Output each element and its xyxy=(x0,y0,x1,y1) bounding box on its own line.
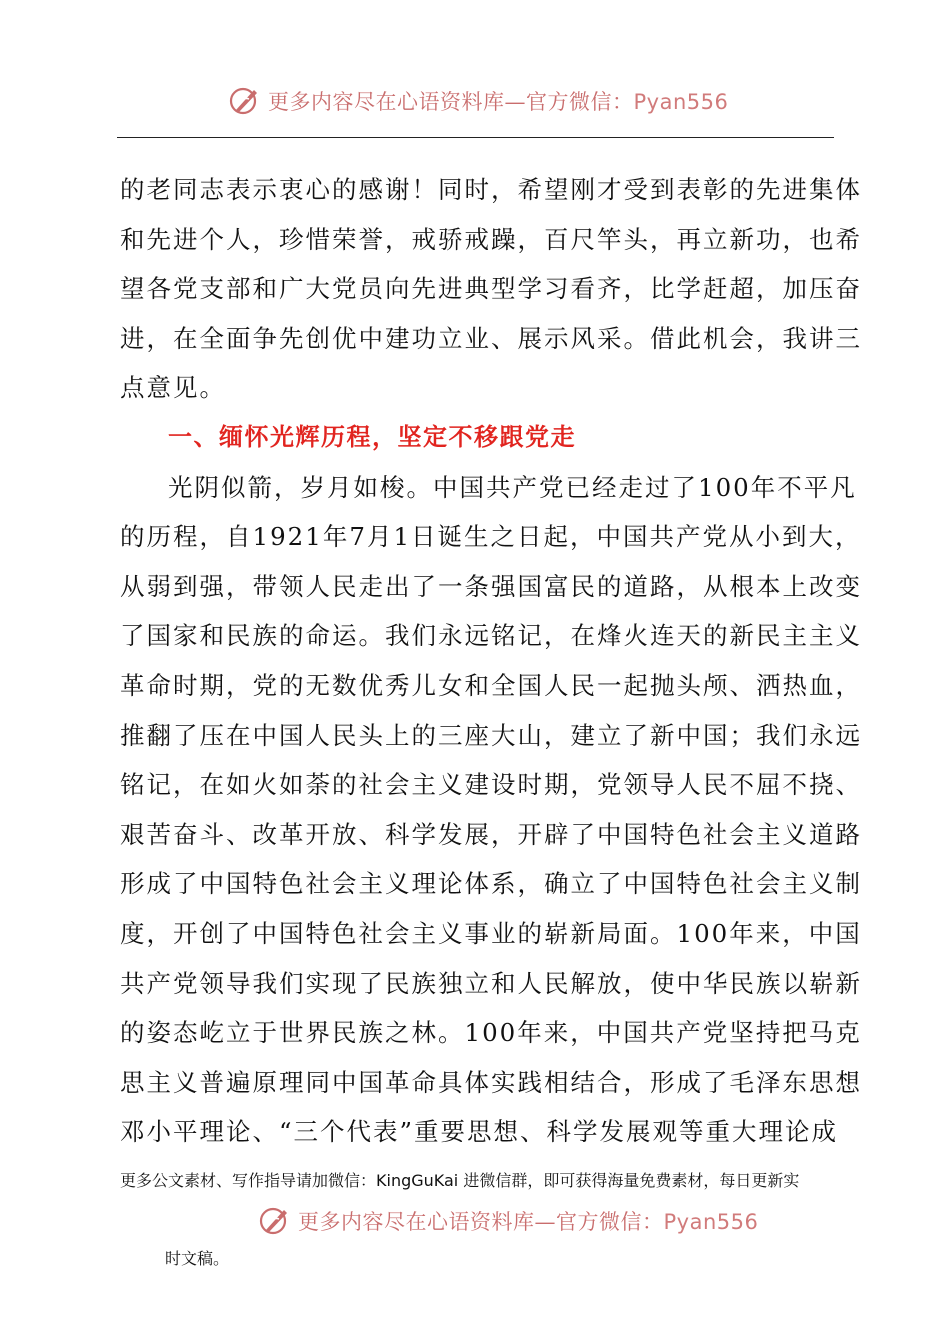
paragraph-line: 共产党领导我们实现了民族独立和人民解放，使中华民族以崭新 xyxy=(120,968,862,998)
paragraph-line: 邓小平理论、“三个代表”重要思想、科学发展观等重大理论成 xyxy=(120,1117,839,1147)
pen-logo-icon xyxy=(228,84,262,118)
paragraph-line: 从弱到强，带领人民走出了一条强国富民的道路，从根本上改变 xyxy=(120,571,862,601)
document-body xyxy=(120,165,862,1157)
paragraph-line: 的姿态屹立于世界民族之林。100年来，中国共产党坚持把马克 xyxy=(120,1018,862,1048)
body-line: 进，在全面争先创优中建功立业、展示风采。借此机会，我讲三 xyxy=(120,323,862,353)
banner-wechat-id: Pyan556 xyxy=(633,90,729,114)
header-divider xyxy=(117,137,834,138)
pen-logo-icon xyxy=(258,1204,292,1238)
footer-note-tail: 时文稿。 xyxy=(165,1249,230,1268)
paragraph-line: 光阴似箭，岁月如梭。中国共产党已经走过了100年不平凡 xyxy=(168,472,857,502)
paragraph-line: 形成了中国特色社会主义理论体系，确立了中国特色社会主义制 xyxy=(120,869,862,899)
body-line: 点意见。 xyxy=(120,373,226,403)
paragraph-line: 度，开创了中国特色社会主义事业的崭新局面。100年来，中国 xyxy=(120,918,862,948)
banner-text: 更多内容尽在心语资料库—官方微信：Pyan556 xyxy=(298,1210,759,1234)
paragraph-line: 了国家和民族的命运。我们永远铭记，在烽火连天的新民主主义 xyxy=(120,621,862,651)
section-heading: 一、缅怀光辉历程，坚定不移跟党走 xyxy=(168,422,576,451)
header-watermark-banner xyxy=(228,84,950,118)
footer-watermark-banner xyxy=(258,1204,950,1238)
paragraph-line: 铭记，在如火如荼的社会主义建设时期，党领导人民不屈不挠、 xyxy=(120,770,862,800)
body-line: 和先进个人，珍惜荣誉，戒骄戒躁，百尺竿头，再立新功，也希 xyxy=(120,224,862,254)
banner-text: 更多内容尽在心语资料库—官方微信：Pyan556 xyxy=(268,90,729,114)
paragraph-line: 推翻了压在中国人民头上的三座大山，建立了新中国；我们永远 xyxy=(120,720,862,750)
paragraph-line: 的历程，自1921年7月1日诞生之日起，中国共产党从小到大， xyxy=(120,522,862,552)
body-line: 的老同志表示衷心的感谢！同时，希望刚才受到表彰的先进集体 xyxy=(120,175,862,204)
paragraph-line: 艰苦奋斗、改革开放、科学发展，开辟了中国特色社会主义道路 xyxy=(120,819,862,849)
banner-wechat-id: Pyan556 xyxy=(663,1210,759,1234)
paragraph-line: 革命时期，党的无数优秀儿女和全国人民一起抛头颅、洒热血， xyxy=(120,670,862,700)
paragraph-line: 思主义普遍原理同中国革命具体实践相结合，形成了毛泽东思想 xyxy=(120,1067,862,1097)
body-line: 望各党支部和广大党员向先进典型学习看齐，比学赶超，加压奋 xyxy=(120,274,862,304)
footer-note: 更多公文素材、写作指导请加微信：KingGuKai 进微信群，即可获得海量免费素材，每日更新实 xyxy=(120,1171,800,1190)
